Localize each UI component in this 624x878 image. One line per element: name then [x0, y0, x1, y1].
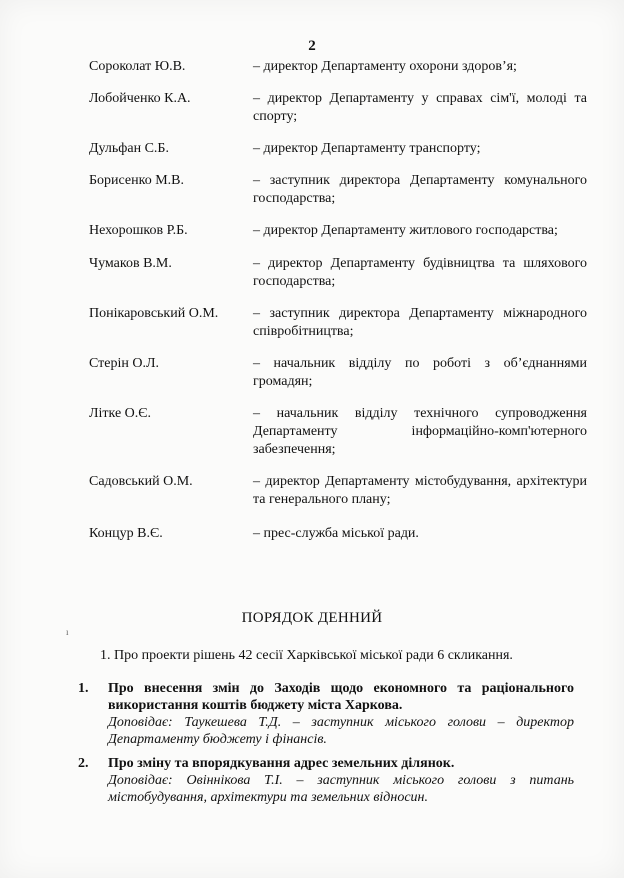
agenda-item [78, 680, 574, 748]
attendee-row [89, 172, 589, 208]
attendee-name: Стерін О.Л. [89, 356, 159, 371]
attendee-role: – директор Департаменту у справах сім'ї, молоді та спорту; [253, 91, 587, 124]
agenda-title: ПОРЯДОК ДЕННИЙ [241, 610, 383, 626]
attendee-row [89, 222, 589, 240]
agenda-item-speaker-line [108, 772, 574, 806]
attendee-row [89, 525, 589, 543]
attendee-name: Літке О.Є. [89, 406, 152, 421]
speaker-text: Таукешева Т.Д. – заступник міського голови – директор Департаменту бюджету і фінансів. [108, 715, 574, 747]
attendee-name: Садовський О.М. [89, 474, 193, 489]
attendee-row [89, 255, 589, 291]
attendee-name: Сороколат Ю.В. [89, 59, 186, 74]
attendee-name: Чумаков В.М. [89, 256, 172, 271]
page-number: 2 [308, 38, 316, 54]
attendee-role: – директор Департаменту транспорту; [253, 141, 481, 156]
attendee-role: – директор Департаменту будівництва та шляхового господарства; [253, 256, 587, 289]
attendees-list [89, 58, 589, 543]
attendee-role: – директор Департаменту охорони здоров’я; [253, 59, 517, 74]
speaker-text: Овіннікова Т.І. – заступник міського голови з питань містобудування, архітектури та земельних відносин. [108, 773, 575, 805]
attendee-role: – начальник відділу технічного супроводження Департаменту інформаційно-комп'ютерного забезпечення; [253, 406, 587, 457]
attendee-row [89, 355, 589, 391]
attendee-name: Понікаровський О.М. [89, 306, 219, 321]
attendee-role: – директор Департаменту житлового господарства; [253, 223, 558, 238]
attendee-name: Лобойченко К.А. [89, 91, 191, 106]
agenda-item-number: 1. [78, 681, 89, 696]
attendee-role: – прес-служба міської ради. [253, 526, 419, 541]
agenda-item-body [108, 755, 574, 806]
attendee-row [89, 405, 589, 459]
attendee-row [89, 473, 589, 509]
attendee-row [89, 58, 589, 76]
agenda-item [78, 755, 574, 806]
attendee-role: – заступник директора Департаменту комунального господарства; [253, 173, 587, 206]
attendee-role: – начальник відділу по роботі з об’єднаннями громадян; [253, 356, 587, 389]
attendee-role: – заступник директора Департаменту міжнародного співробітництва; [253, 306, 587, 339]
speaker-label: Доповідає: [108, 773, 173, 788]
speaker-label: Доповідає: [108, 715, 173, 730]
attendee-row [89, 90, 589, 126]
agenda-item-body [108, 680, 574, 748]
margin-mark: ı [66, 627, 69, 637]
attendee-role: – директор Департаменту містобудування, архітектури та генерального плану; [253, 474, 587, 507]
agenda-item-speaker-line [108, 714, 574, 748]
attendee-row [89, 140, 589, 158]
agenda-item-title: Про зміну та впорядкування адрес земельних ділянок. [108, 756, 455, 771]
agenda-item-title: Про внесення змін до Заходів щодо економного та раціонального використання коштів бюджету міста Харкова. [108, 681, 574, 713]
attendee-row [89, 305, 589, 341]
attendee-name: Нехорошков Р.Б. [89, 223, 188, 238]
attendee-name: Дульфан С.Б. [89, 141, 169, 156]
agenda-item-number: 2. [78, 756, 89, 771]
attendee-name: Концур В.Є. [89, 526, 163, 541]
agenda-intro: 1. Про проекти рішень 42 сесії Харківської міської ради 6 скликання. [100, 648, 513, 663]
attendee-name: Борисенко М.В. [89, 173, 184, 188]
